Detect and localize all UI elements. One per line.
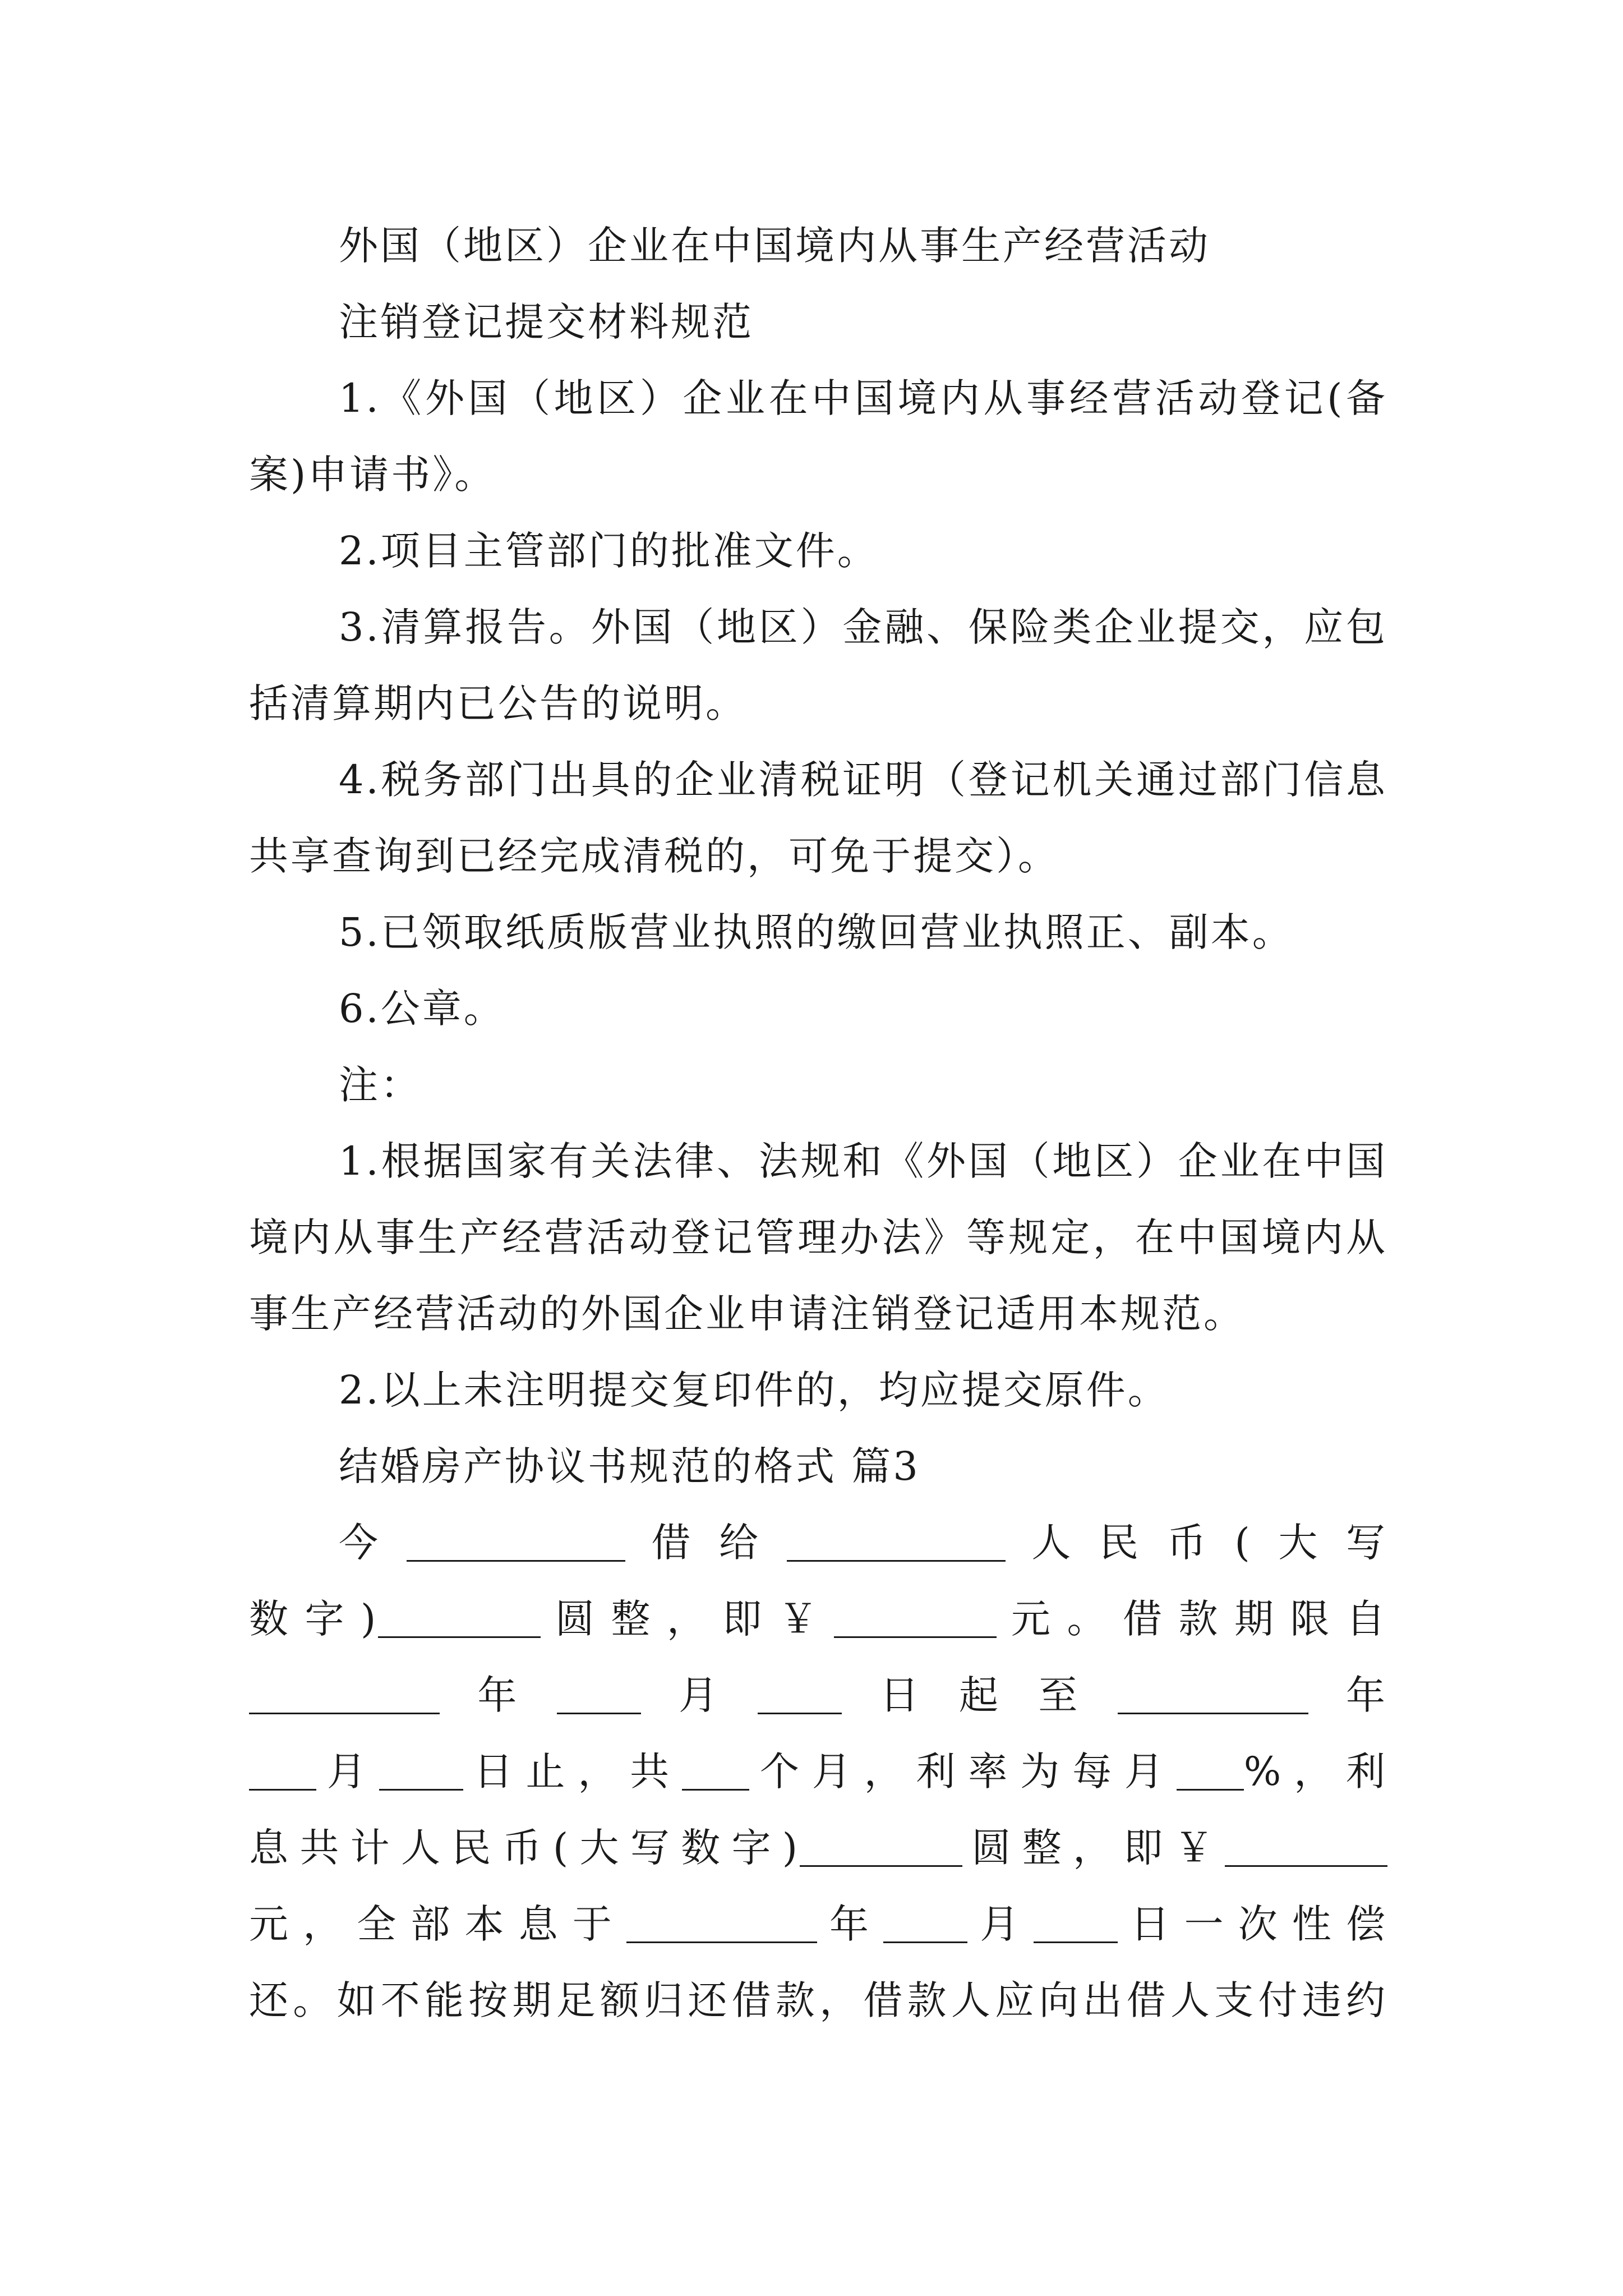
loan-line-2 (249, 1581, 1387, 1657)
note-item: 2.以上未注明提交复印件的，均应提交原件。 (339, 1367, 1169, 1413)
loan-text: 个月，利率为每月 (749, 1749, 1177, 1795)
loan-text: 年 (440, 1672, 557, 1718)
loan-text: %，利 (1243, 1749, 1388, 1795)
loan-text: 借给 (625, 1520, 787, 1566)
months-count-blank[interactable] (682, 1755, 749, 1791)
document-title-line-1: 外国（地区）企业在中国境内从事生产经营活动 (339, 223, 1210, 269)
loan-line-4 (249, 1733, 1387, 1810)
interest-number-blank[interactable] (1225, 1832, 1387, 1867)
document-title-line-2: 注销登记提交材料规范 (339, 299, 754, 345)
loan-agreement-paragraph (249, 1504, 1387, 2039)
loan-line-7: 还。如不能按期足额归还借款，借款人应向出借人支付违约 (249, 1977, 1387, 2023)
amount-number-blank[interactable] (834, 1603, 997, 1638)
repay-year-blank[interactable] (626, 1908, 817, 1943)
loan-text: 圆整，即￥ (541, 1596, 834, 1642)
repay-day-blank[interactable] (1034, 1908, 1118, 1943)
amount-words-blank[interactable] (378, 1603, 541, 1638)
loan-text: 月 (640, 1672, 758, 1718)
start-month-blank[interactable] (557, 1679, 641, 1714)
loan-text: 日止，共 (463, 1749, 683, 1795)
list-item: 6.公章。 (339, 986, 505, 1032)
loan-text: 年 (817, 1901, 884, 1947)
loan-line-3 (249, 1657, 1387, 1733)
loan-text: 年 (1308, 1672, 1388, 1718)
start-day-blank[interactable] (758, 1679, 842, 1714)
loan-text: 数字) (249, 1596, 379, 1642)
section-heading: 结婚房产协议书规范的格式 篇3 (339, 1443, 920, 1489)
list-item: 4.税务部门出具的企业清税证明（登记机关通过部门信息共享查询到已经完成清税的，可免于提交）。 (249, 757, 1387, 879)
loan-text: 月 (967, 1901, 1034, 1947)
list-item: 3.清算报告。外国（地区）金融、保险类企业提交，应包括清算期内已公告的说明。 (249, 604, 1387, 726)
interest-words-blank[interactable] (800, 1832, 962, 1867)
start-year-blank[interactable] (249, 1679, 440, 1714)
repay-month-blank[interactable] (883, 1908, 967, 1943)
loan-text: 元，全部本息于 (249, 1901, 626, 1947)
loan-line-5 (249, 1810, 1387, 1886)
loan-text: 元。借款期限自 (997, 1596, 1388, 1642)
end-month-blank[interactable] (249, 1755, 316, 1791)
end-day-blank[interactable] (379, 1755, 463, 1791)
loan-text: 日起至 (842, 1672, 1118, 1718)
loan-text: 圆整，即￥ (962, 1825, 1225, 1871)
list-item: 1.《外国（地区）企业在中国境内从事经营活动登记(备案)申请书》。 (249, 375, 1387, 498)
borrower-name-blank[interactable] (787, 1526, 1006, 1562)
list-item: 5.已领取纸质版营业执照的缴回营业执照正、副本。 (339, 909, 1294, 955)
interest-rate-blank[interactable] (1177, 1755, 1244, 1791)
loan-line-1 (249, 1504, 1387, 1581)
loan-text: 今 (339, 1520, 407, 1566)
list-item: 2.项目主管部门的批准文件。 (339, 528, 879, 574)
loan-text: 月 (316, 1749, 379, 1795)
loan-text: 日一次性偿 (1118, 1901, 1387, 1947)
note-item: 1.根据国家有关法律、法规和《外国（地区）企业在中国境内从事生产经营活动登记管理办法》等规定，在中国境内从事生产经营活动的外国企业申请注销登记适用本规范。 (249, 1138, 1387, 1337)
lender-name-blank[interactable] (407, 1526, 625, 1562)
loan-line-6 (249, 1886, 1387, 1962)
note-label: 注： (339, 1062, 422, 1108)
loan-text: 人民币(大写 (1005, 1520, 1388, 1566)
loan-text: 息共计人民币(大写数字) (249, 1825, 800, 1871)
document-body (249, 208, 1387, 2039)
end-year-blank[interactable] (1118, 1679, 1308, 1714)
